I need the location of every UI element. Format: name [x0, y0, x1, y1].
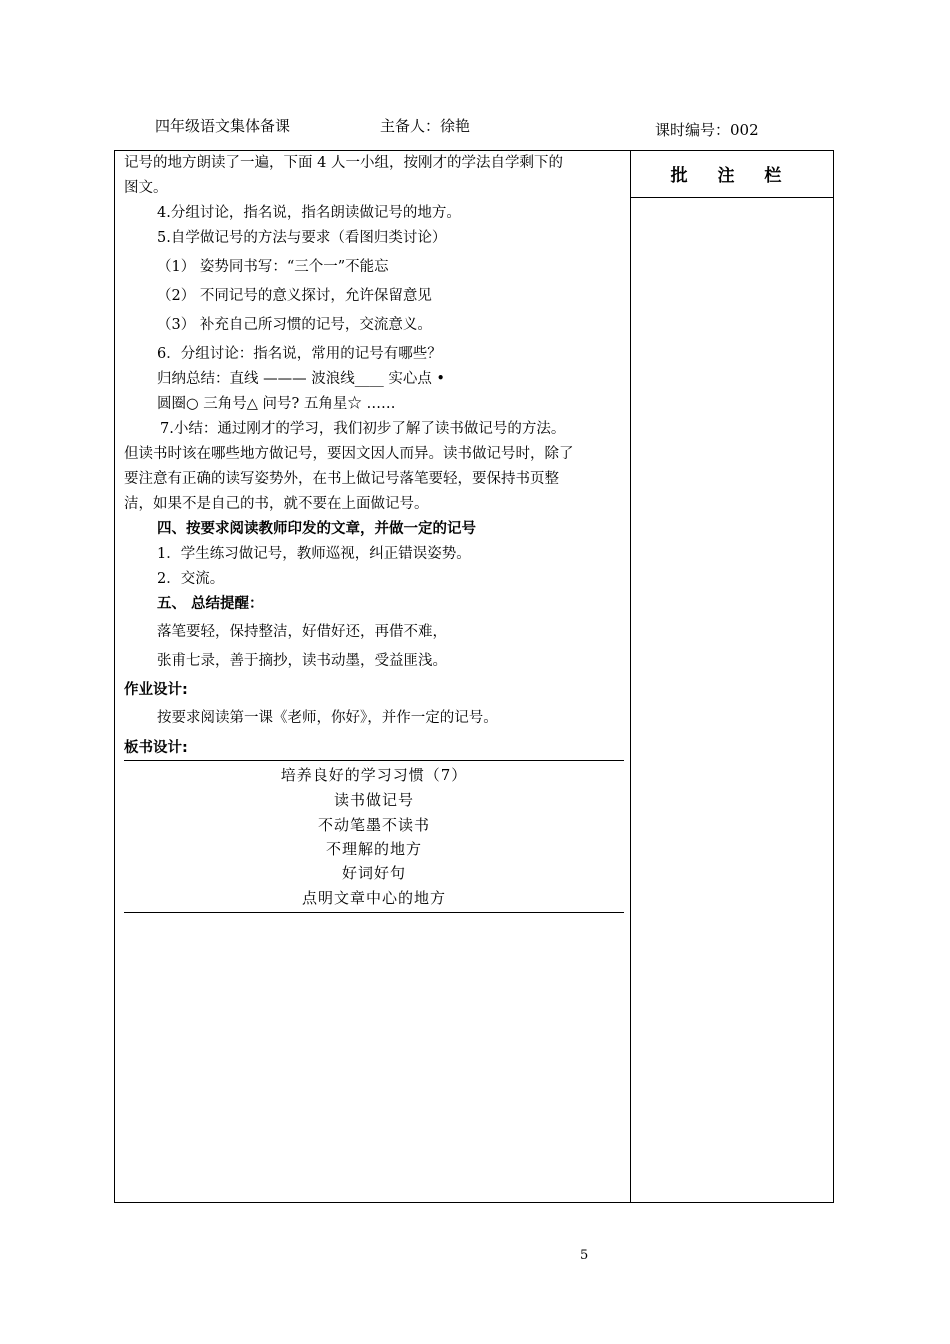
- course-title: 四年级语文集体备课: [155, 117, 291, 135]
- content-line: 5.自学做记号的方法与要求（看图归类讨论）: [157, 230, 447, 246]
- content-line: （1） 姿势同书写：“三个一”不能忘: [157, 259, 389, 275]
- board-line: 培养良好的学习习惯（7）: [280, 766, 468, 784]
- column-divider: [630, 150, 631, 1203]
- content-line: 4.分组讨论，指名说，指名朗读做记号的地方。: [157, 205, 461, 221]
- content-line: 7.小结：通过刚才的学习，我们初步了解了读书做记号的方法。: [160, 421, 566, 437]
- board-line: 点明文章中心的地方: [301, 889, 446, 907]
- content-line: 落笔要轻，保持整洁，好借好还，再借不难，: [157, 624, 447, 640]
- board-line: 不动笔墨不读书: [317, 816, 430, 834]
- content-line: （2） 不同记号的意义探讨，允许保留意见: [157, 288, 432, 304]
- content-line: 洁，如果不是自己的书，就不要在上面做记号。: [124, 496, 429, 512]
- lead-teacher: 主备人：徐艳: [380, 117, 471, 135]
- homework-text: 按要求阅读第一课《老师，你好》，并作一定的记号。: [157, 710, 498, 726]
- annotation-header-rule: [630, 197, 834, 198]
- content-line: 张甫七录，善于摘抄，读书动墨，受益匪浅。: [157, 653, 447, 669]
- board-line: 不理解的地方: [325, 840, 422, 858]
- content-line: （3） 补充自己所习惯的记号，交流意义。: [157, 317, 432, 333]
- content-line: 1．学生练习做记号，教师巡视，纠正错误姿势。: [157, 546, 471, 562]
- lesson-code: 课时编号：002: [655, 121, 759, 139]
- content-line: 圆圈○ 三角号△ 问号? 五角星☆ ……: [157, 396, 396, 412]
- lesson-table: [114, 150, 834, 1203]
- content-line: 要注意有正确的读写姿势外，在书上做记号落笔要轻，要保持书页整: [124, 471, 559, 487]
- board-line: 读书做记号: [333, 791, 414, 809]
- content-line: 6．分组讨论：指名说，常用的记号有哪些？: [157, 346, 442, 362]
- board-heading: 板书设计:: [124, 740, 188, 756]
- board-line: 好词好句: [341, 864, 406, 882]
- content-line: 记号的地方朗读了一遍，下面 4 人一小组，按刚才的学法自学剩下的: [124, 155, 563, 171]
- board-bottom-rule: [124, 912, 624, 913]
- board-top-rule: [124, 760, 624, 761]
- section-heading: 五、 总结提醒：: [157, 596, 264, 612]
- content-line: 2．交流。: [157, 571, 225, 587]
- homework-heading: 作业设计:: [124, 682, 188, 698]
- page-number: 5: [580, 1248, 589, 1263]
- section-heading: 四、按要求阅读教师印发的文章，并做一定的记号: [157, 521, 476, 537]
- annotation-column-title: 批 注 栏: [670, 166, 794, 186]
- content-line: 归纳总结：直线 ——— 波浪线____ 实心点 •: [157, 371, 445, 387]
- content-line: 但读书时该在哪些地方做记号，要因文因人而异。读书做记号时，除了: [124, 446, 574, 462]
- content-line: 图文。: [124, 180, 168, 196]
